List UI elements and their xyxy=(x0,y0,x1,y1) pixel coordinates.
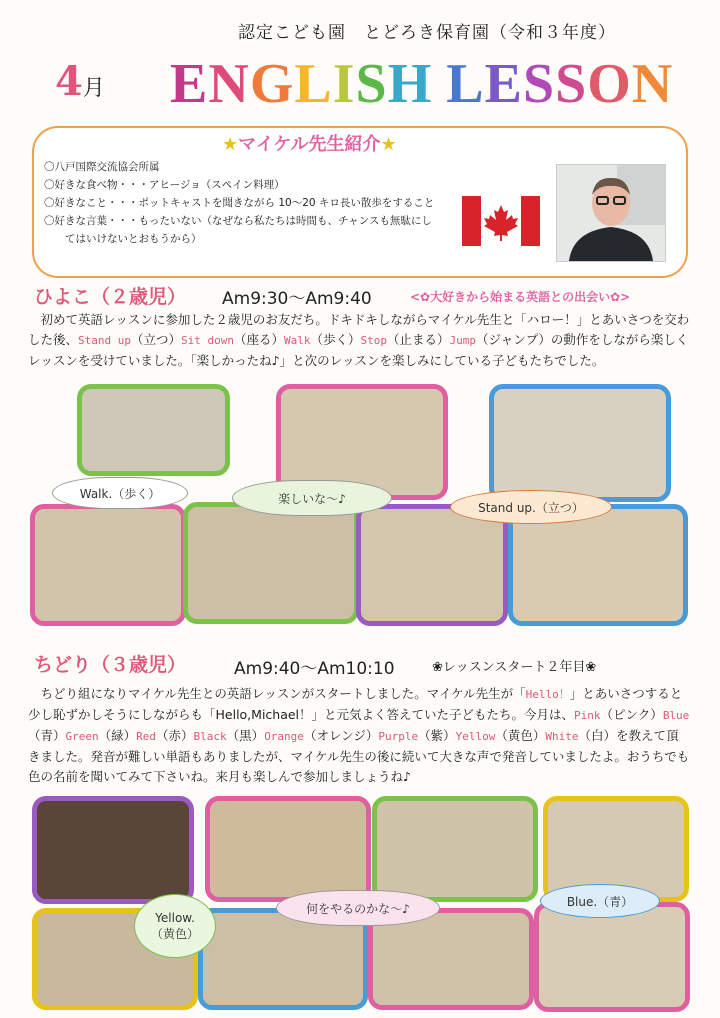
title-letter: S xyxy=(522,53,556,115)
hiyoko-photo-6 xyxy=(356,504,508,626)
month-kanji: 月 xyxy=(82,76,105,101)
english-word: Black xyxy=(193,730,227,743)
title-letter: E xyxy=(484,53,523,115)
english-word: Orange xyxy=(264,730,304,743)
english-word: Sit down xyxy=(181,334,234,347)
title-letter: E xyxy=(170,53,209,115)
hiyoko-tagline: <✿大好きから始まる英語との出会い✿> xyxy=(410,290,631,304)
intro-item: 〇好きなこと・・・ポットキャストを聞きながら 10～20 キロ長い散歩をすること xyxy=(44,197,435,209)
title-letter: I xyxy=(332,53,356,115)
title-letter: H xyxy=(387,53,433,115)
text-segment: （歩く） xyxy=(310,332,361,347)
text-segment: （黄色） xyxy=(495,728,546,743)
teacher-photo xyxy=(556,164,666,262)
speech-bubble-blue: Blue.（青） xyxy=(540,884,660,918)
hiyoko-time: Am9:30～Am9:40 xyxy=(222,289,372,309)
chidori-photo-2 xyxy=(205,796,371,902)
title-letter: O xyxy=(587,53,632,115)
hiyoko-description xyxy=(28,310,690,371)
text-segment: 初めて英語レッスンに参加した２歳児のお友だち。ドキドキしながらマイケル先生と「ハロー！」とあいさつを交わした後、 xyxy=(28,312,690,347)
english-word: Green xyxy=(65,730,99,743)
intro-item: 〇好きな言葉・・・もったいない（なぜなら私たちは時間も、チャンスも無駄にし xyxy=(44,215,432,227)
teacher-intro-list xyxy=(44,158,434,248)
canada-flag-icon xyxy=(462,196,540,246)
english-word: Blue xyxy=(662,709,690,722)
title-letter: N xyxy=(208,53,250,115)
text-segment: （黒） xyxy=(226,728,265,743)
hiyoko-photo-3 xyxy=(489,384,671,502)
english-word: Hello！ xyxy=(525,688,570,701)
text-segment: 」とあいさつすると少し恥ずかしそうにしながらも「Hello,Michael！」と元気よく答えていた子どもたち。今月は、 xyxy=(28,686,683,722)
english-word: Stand up xyxy=(78,334,131,347)
speech-bubble-walk: Walk.（歩く） xyxy=(52,477,188,509)
text-segment: （紫） xyxy=(418,728,456,743)
text-segment: （白）を教えて頂きました。発音が難しい単語もありましたが、マイケル先生の後に続いて大きな声で発音していましたよ。おうちでも色の名前を聞いてみて下さいね。来月も楽しんで参加しましょうね♪ xyxy=(28,728,690,784)
title-letter: G xyxy=(249,53,295,115)
month-number: 4 xyxy=(55,58,83,105)
text-segment: （座る） xyxy=(234,332,285,347)
english-word: Yellow xyxy=(455,730,496,743)
text-segment: （止まる） xyxy=(387,332,450,347)
english-word: Purple xyxy=(378,730,419,743)
speech-bubble-yellow: Yellow. （黄色） xyxy=(134,894,216,958)
hiyoko-photo-4 xyxy=(30,504,186,626)
month-label xyxy=(55,58,105,105)
speech-bubble-what: 何をやるのかな～♪ xyxy=(276,890,440,926)
hiyoko-photo-1 xyxy=(77,384,230,476)
text-segment: （ジャンプ）の動作をしながら楽しくレッスンを受けていました。「楽しかったね♪」と次のレッスンを楽しみにしている子どもたちでした。 xyxy=(28,332,689,368)
chidori-photo-8 xyxy=(534,902,690,1012)
chidori-tagline: ❀レッスンスタート２年目❀ xyxy=(432,660,597,675)
chidori-photo-1 xyxy=(32,796,194,904)
speech-bubble-stand-up: Stand up.（立つ） xyxy=(450,490,612,524)
text-segment: （緑） xyxy=(98,728,137,743)
school-name: 認定こども園 とどろき保育園（令和３年度） xyxy=(238,23,616,43)
star-icon: ★ xyxy=(380,134,397,155)
title-letter: N xyxy=(631,53,674,115)
english-word: Red xyxy=(136,730,157,743)
english-word: Walk xyxy=(284,334,311,347)
text-segment: （ピンク） xyxy=(600,707,663,722)
title-letter: S xyxy=(555,53,588,115)
speech-bubble-fun: 楽しいな～♪ xyxy=(232,480,392,516)
title-letter: L xyxy=(446,53,485,115)
intro-item: てはいけないとおもうから） xyxy=(44,233,202,245)
hiyoko-heading: ひよこ（２歳児） xyxy=(34,286,187,308)
text-segment: （オレンジ） xyxy=(303,728,379,743)
star-icon: ★ xyxy=(222,134,239,155)
title-letter xyxy=(432,52,446,116)
english-word: Pink xyxy=(574,709,601,722)
chidori-photo-3 xyxy=(372,796,538,902)
english-word: Jump xyxy=(449,334,477,347)
chidori-heading: ちどり（３歳児） xyxy=(34,654,187,676)
teacher-intro-title: ★マイケル先生紹介★ xyxy=(222,134,397,155)
intro-item: 〇好きな食べ物・・・アヒージョ（スペイン料理） xyxy=(44,179,285,191)
page-title xyxy=(170,52,673,116)
hiyoko-photo-5 xyxy=(183,502,359,624)
intro-item: 〇八戸国際交流協会所属 xyxy=(44,161,160,173)
title-letter: L xyxy=(294,53,333,115)
text-segment: （青） xyxy=(28,728,66,743)
text-segment: ちどり組になりマイケル先生との英語レッスンがスタートしました。マイケル先生が「 xyxy=(40,686,526,701)
title-letter: S xyxy=(355,53,388,115)
text-segment: （立つ） xyxy=(131,332,182,347)
english-word: White xyxy=(545,730,579,743)
chidori-time: Am9:40～Am10:10 xyxy=(234,659,395,679)
text-segment: （赤） xyxy=(156,728,194,743)
english-word: Stop xyxy=(360,334,388,347)
chidori-description xyxy=(28,684,690,787)
